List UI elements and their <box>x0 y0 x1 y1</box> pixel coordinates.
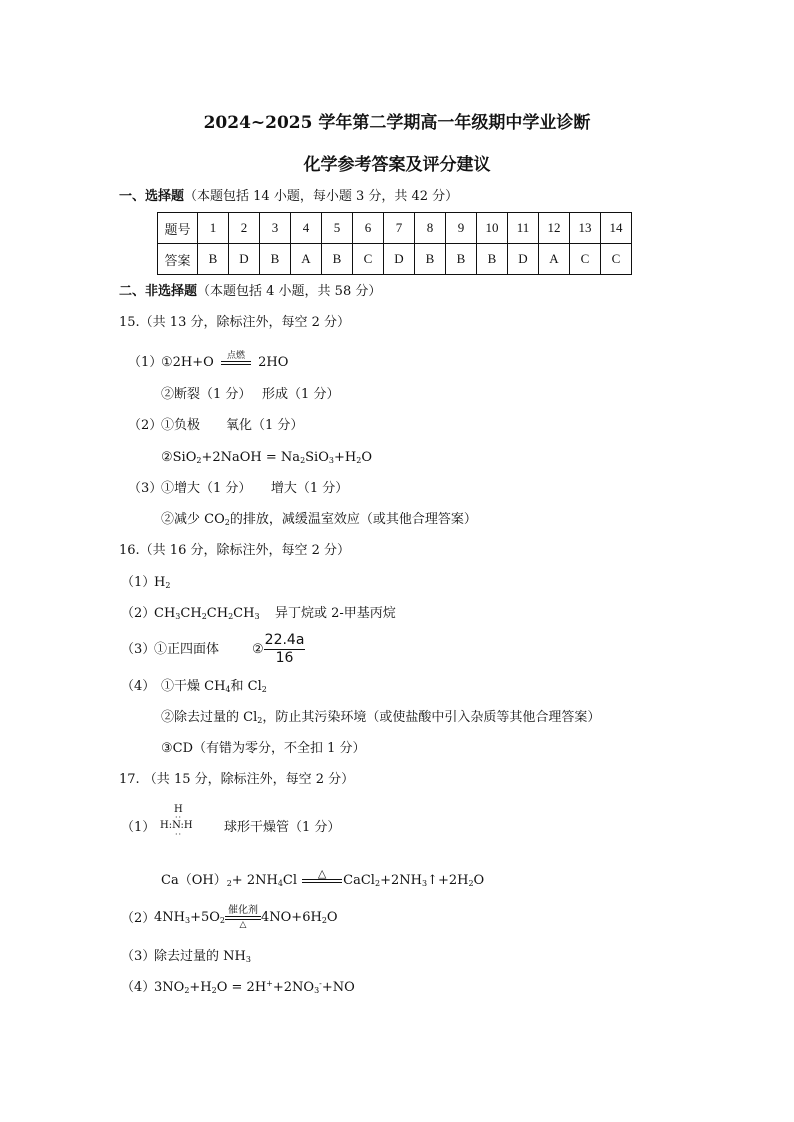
table-cell-number: 12 <box>539 213 570 244</box>
table-row-label-number: 题号 <box>158 213 198 244</box>
q15-p3-a: ①增大（1 分） 增大（1 分） <box>161 481 349 496</box>
lewis-structure-nh3: H ·· H:N:H ·· <box>160 804 193 839</box>
fraction: $\frac{22.4a}{16}$ <box>264 632 305 666</box>
q17-p2-equation: $4NH_3+5O_2$ 催化剂 △ $4NO+6H_2O$ <box>154 904 338 930</box>
table-cell-answer: B <box>198 244 229 275</box>
table-cell-number: 10 <box>477 213 508 244</box>
section2-heading-line <box>119 284 381 300</box>
section2-heading: 二、非选择题 <box>119 284 198 299</box>
reaction-condition: 催化剂 △ <box>225 906 261 930</box>
section2-note: （本题包括 4 小题，共 58 分） <box>197 284 382 299</box>
q15-p2-b: ②SiO$_2$+2NaOH = $Na_2SiO_3+H_2O$ <box>161 450 372 465</box>
table-cell-number: 1 <box>198 213 229 244</box>
q17-p2-label: （2） <box>121 911 156 926</box>
reaction-condition: 点燃 <box>221 351 251 375</box>
table-cell-number: 14 <box>601 213 632 244</box>
q16-p3-label: （3） <box>121 642 156 657</box>
q17-p4-equation: $3NO_2+H_2O = 2H^++2NO_3^-+NO$ <box>154 979 355 995</box>
table-cell-answer: B <box>322 244 353 275</box>
table-cell-answer: C <box>353 244 384 275</box>
q16-p4-a: ①干燥 $CH_4$和 $Cl_2$ <box>161 679 267 694</box>
table-cell-number: 4 <box>291 213 322 244</box>
table-cell-answer: A <box>291 244 322 275</box>
table-cell-answer: B <box>446 244 477 275</box>
q17-p3-answer: 除去过量的 $NH_3$ <box>154 949 251 964</box>
table-cell-answer: D <box>508 244 539 275</box>
table-cell-number: 11 <box>508 213 539 244</box>
q16-p2-formula: $CH_3CH_2CH_2CH_3$ <box>154 606 260 621</box>
table-cell-number: 6 <box>353 213 384 244</box>
section1-note: （本题包括 14 小题，每小题 3 分，共 42 分） <box>184 189 459 204</box>
q16-p2-label: （2） <box>121 606 156 621</box>
q15-p2-a: ①负极 氧化（1 分） <box>161 418 304 433</box>
q17-p1-label: （1） <box>121 820 156 835</box>
q16-p1-answer: $H_2$ <box>154 575 171 590</box>
table-cell-number: 8 <box>415 213 446 244</box>
q16-header: 16.（共 16 分，除标注外，每空 2 分） <box>119 543 351 558</box>
q15-p3-b: ②减少 $CO_2$的排放，减缓温室效应（或其他合理答案） <box>161 512 477 527</box>
q17-p1-b: 球形干燥管（1 分） <box>224 820 341 835</box>
table-cell-answer: A <box>539 244 570 275</box>
table-cell-answer: D <box>384 244 415 275</box>
table-row-label-answer: 答案 <box>158 244 198 275</box>
table-cell-answer: B <box>477 244 508 275</box>
answer-table <box>157 212 632 275</box>
q16-p4-c: ③CD（有错为零分，不全扣 1 分） <box>161 741 366 756</box>
table-cell-number: 2 <box>229 213 260 244</box>
table-cell-answer: C <box>601 244 632 275</box>
q15-header: 15.（共 13 分，除标注外，每空 2 分） <box>119 315 351 330</box>
table-cell-number: 7 <box>384 213 415 244</box>
table-cell-answer: D <box>229 244 260 275</box>
q16-p4-b: ②除去过量的 $Cl_2$，防止其污染环境（或使盐酸中引入杂质等其他合理答案） <box>161 710 601 725</box>
reaction-condition: △ <box>302 869 342 893</box>
table-cell-number: 5 <box>322 213 353 244</box>
q17-p3-label: （3） <box>121 949 156 964</box>
answer-table-number-row <box>158 213 632 244</box>
q15-p1-equation: ①2H+O 点燃 2HO <box>161 348 288 378</box>
q16-p3-b: ② $\frac{22.4a}{16}$ <box>252 632 305 666</box>
table-cell-answer: B <box>260 244 291 275</box>
answer-table-answer-row <box>158 244 632 275</box>
section1-heading-line <box>119 189 458 205</box>
page-title: 2024~2025 学年第二学期高一年级期中学业诊断 <box>203 113 591 133</box>
q16-p3-a: ①正四面体 <box>154 642 220 657</box>
q17-header: 17. （共 15 分，除标注外，每空 2 分） <box>119 772 355 787</box>
page-subtitle: 化学参考答案及评分建议 <box>303 155 491 175</box>
q17-p1-equation: $Ca(OH)_2+ 2NH_4Cl$ △ $CaCl_2+2NH_3↑+2H_2O$ <box>161 866 484 896</box>
q17-p4-label: （4） <box>121 980 156 995</box>
q15-p2-label: （2） <box>128 418 163 433</box>
section1-heading: 一、选择题 <box>119 189 185 204</box>
table-cell-number: 3 <box>260 213 291 244</box>
table-cell-answer: B <box>415 244 446 275</box>
q16-p1-label: （1） <box>121 575 156 590</box>
table-cell-number: 9 <box>446 213 477 244</box>
table-cell-answer: C <box>570 244 601 275</box>
q15-p1-b: ②断裂（1 分） 形成（1 分） <box>161 387 340 402</box>
q16-p2-name: 异丁烷或 2-甲基丙烷 <box>275 606 396 621</box>
q15-p1-label: （1） <box>128 355 163 370</box>
table-cell-number: 13 <box>570 213 601 244</box>
q16-p4-label: （4） <box>121 679 156 694</box>
q15-p3-label: （3） <box>128 481 163 496</box>
